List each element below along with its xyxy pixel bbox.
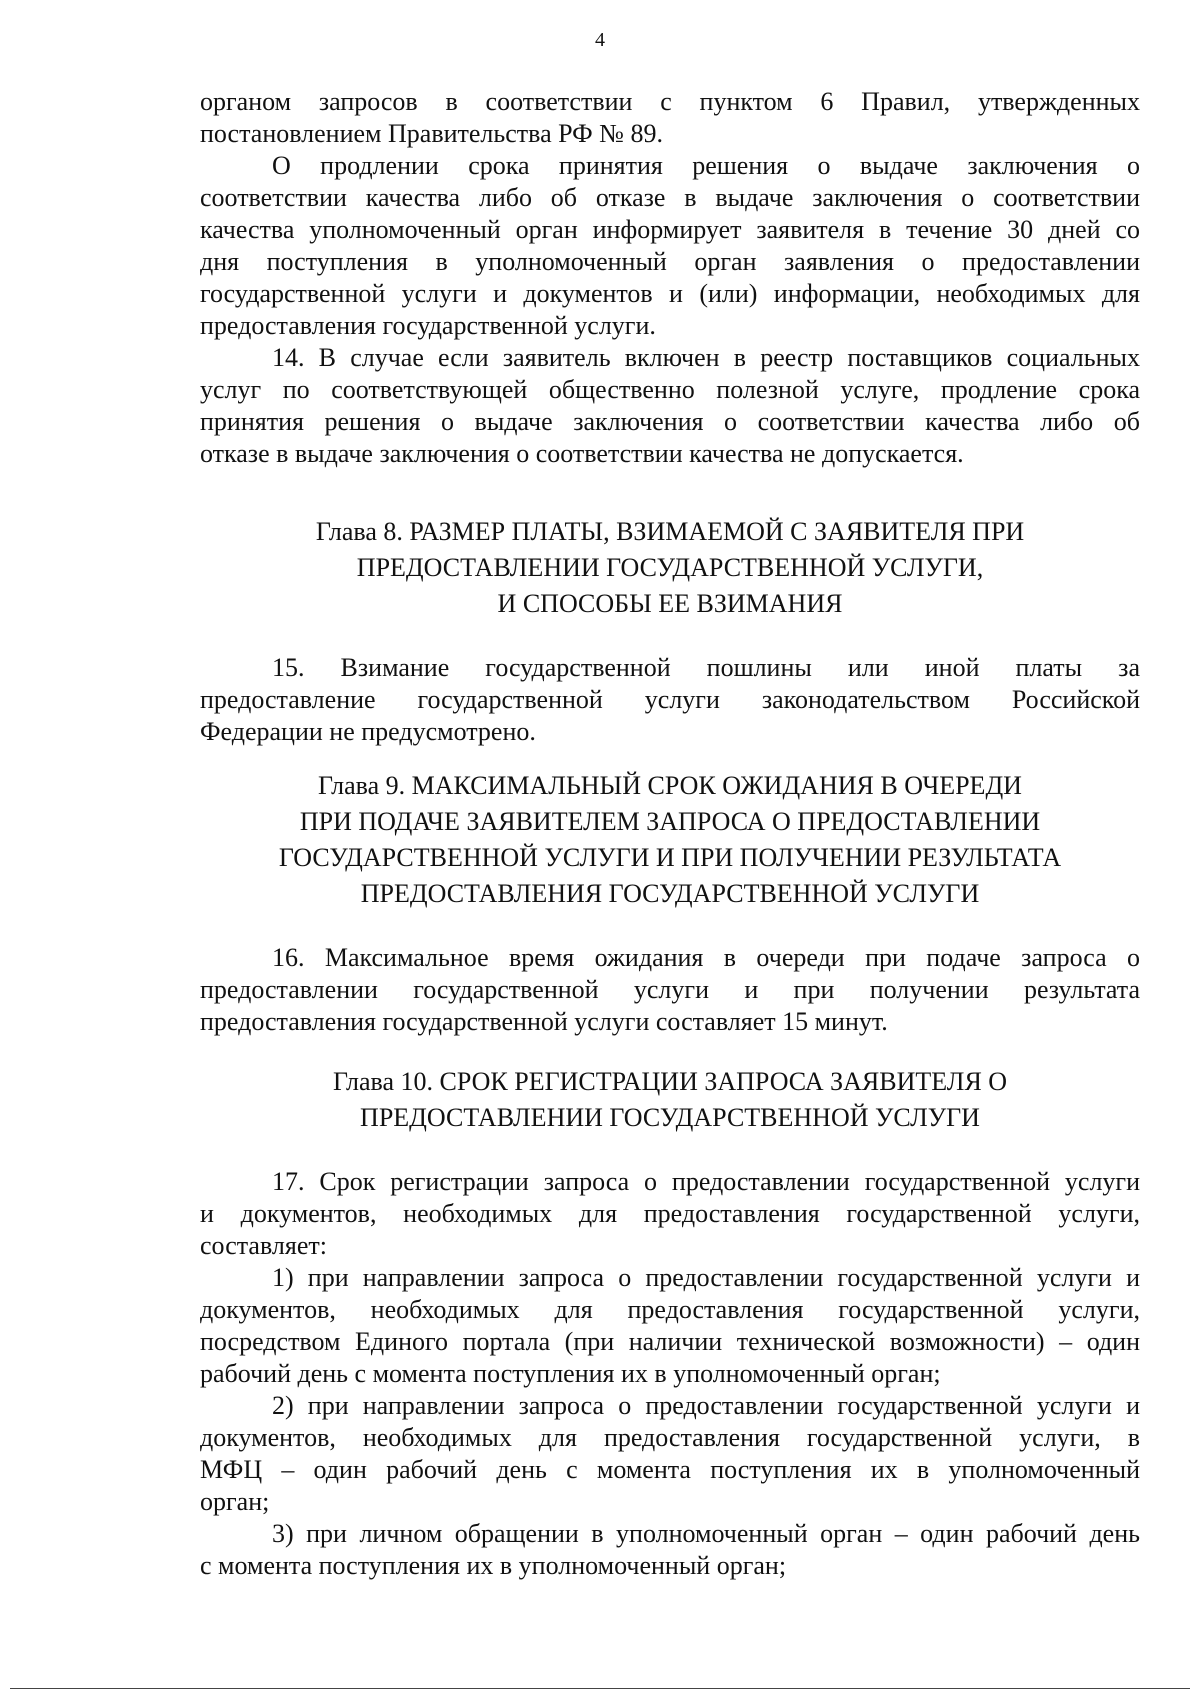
chapter-heading-line: ГОСУДАРСТВЕННОЙ УСЛУГИ И ПРИ ПОЛУЧЕНИИ РЕЗУЛЬТАТА — [278, 843, 1062, 872]
chapter-heading — [200, 514, 1140, 622]
page-number: 4 — [595, 29, 605, 51]
text-line: 2) при направлении запроса о предоставлении государственной услуги и — [272, 1391, 1140, 1420]
text-block — [200, 942, 1140, 1038]
text-line: постановлением Правительства РФ № 89. — [200, 119, 663, 148]
chapter-heading — [200, 768, 1140, 912]
chapter-heading — [200, 1064, 1140, 1136]
chapter-heading-line: Глава 8. РАЗМЕР ПЛАТЫ, ВЗИМАЕМОЙ С ЗАЯВИТЕЛЯ ПРИ — [315, 517, 1025, 546]
text-line: 1) при направлении запроса о предоставлении государственной услуги и — [272, 1263, 1140, 1292]
chapter-heading-line: Глава 10. СРОК РЕГИСТРАЦИИ ЗАПРОСА ЗАЯВИТЕЛЯ О — [332, 1067, 1008, 1096]
text-line: государственной услуги и документов и (или) информации, необходимых для — [200, 279, 1140, 308]
chapter-heading-line: ПРЕДОСТАВЛЕНИИ ГОСУДАРСТВЕННОЙ УСЛУГИ, — [356, 553, 984, 582]
text-line: О продлении срока принятия решения о выдаче заключения о — [272, 151, 1140, 180]
text-line: 3) при личном обращении в уполномоченный орган – один рабочий день — [272, 1519, 1140, 1548]
chapter-heading-line: Глава 9. МАКСИМАЛЬНЫЙ СРОК ОЖИДАНИЯ В ОЧЕРЕДИ — [318, 771, 1022, 800]
text-line: орган; — [200, 1487, 270, 1516]
text-line: с момента поступления их в уполномоченный орган; — [200, 1551, 787, 1580]
text-line: дня поступления в уполномоченный орган заявления о предоставлении — [200, 247, 1140, 276]
text-line: документов, необходимых для предоставления государственной услуги, — [200, 1295, 1140, 1324]
text-line: предоставлении государственной услуги и при получении результата — [200, 975, 1140, 1004]
text-line: 17. Срок регистрации запроса о предоставлении государственной услуги — [272, 1167, 1140, 1196]
chapter-heading-line: ПРЕДОСТАВЛЕНИИ ГОСУДАРСТВЕННОЙ УСЛУГИ — [360, 1103, 980, 1132]
page-bottom-rule — [10, 1688, 1190, 1689]
text-line: МФЦ – один рабочий день с момента поступления их в уполномоченный — [200, 1455, 1140, 1484]
text-line: документов, необходимых для предоставления государственной услуги, в — [200, 1423, 1140, 1452]
text-line: Федерации не предусмотрено. — [200, 717, 536, 746]
text-block — [200, 86, 1140, 470]
text-line: составляет: — [200, 1231, 327, 1260]
chapter-heading-line: ПРЕДОСТАВЛЕНИЯ ГОСУДАРСТВЕННОЙ УСЛУГИ — [360, 879, 980, 908]
text-line: предоставление государственной услуги законодательством Российской — [200, 685, 1140, 714]
text-line: соответствии качества либо об отказе в выдаче заключения о соответствии — [200, 183, 1140, 212]
text-line: 14. В случае если заявитель включен в реестр поставщиков социальных — [272, 343, 1140, 372]
text-block — [200, 1166, 1140, 1582]
text-line: предоставления государственной услуги составляет 15 минут. — [200, 1007, 888, 1036]
text-line: и документов, необходимых для предоставления государственной услуги, — [200, 1199, 1140, 1228]
text-line: 16. Максимальное время ожидания в очереди при подаче запроса о — [272, 943, 1140, 972]
text-line: рабочий день с момента поступления их в уполномоченный орган; — [200, 1359, 941, 1388]
text-line: органом запросов в соответствии с пунктом 6 Правил, утвержденных — [200, 87, 1140, 116]
text-block — [200, 652, 1140, 748]
text-line: услуг по соответствующей общественно полезной услуге, продление срока — [200, 375, 1140, 404]
text-line: принятия решения о выдаче заключения о соответствии качества либо об — [200, 407, 1140, 436]
chapter-heading-line: ПРИ ПОДАЧЕ ЗАЯВИТЕЛЕМ ЗАПРОСА О ПРЕДОСТАВЛЕНИИ — [299, 807, 1041, 836]
text-line: 15. Взимание государственной пошлины или иной платы за — [272, 653, 1140, 682]
text-line: отказе в выдаче заключения о соответствии качества не допускается. — [200, 439, 964, 468]
chapter-heading-line: И СПОСОБЫ ЕЕ ВЗИМАНИЯ — [497, 589, 843, 618]
text-line: посредством Единого портала (при наличии технической возможности) – один — [200, 1327, 1140, 1356]
text-line: качества уполномоченный орган информирует заявителя в течение 30 дней со — [200, 215, 1140, 244]
text-line: предоставления государственной услуги. — [200, 311, 656, 340]
